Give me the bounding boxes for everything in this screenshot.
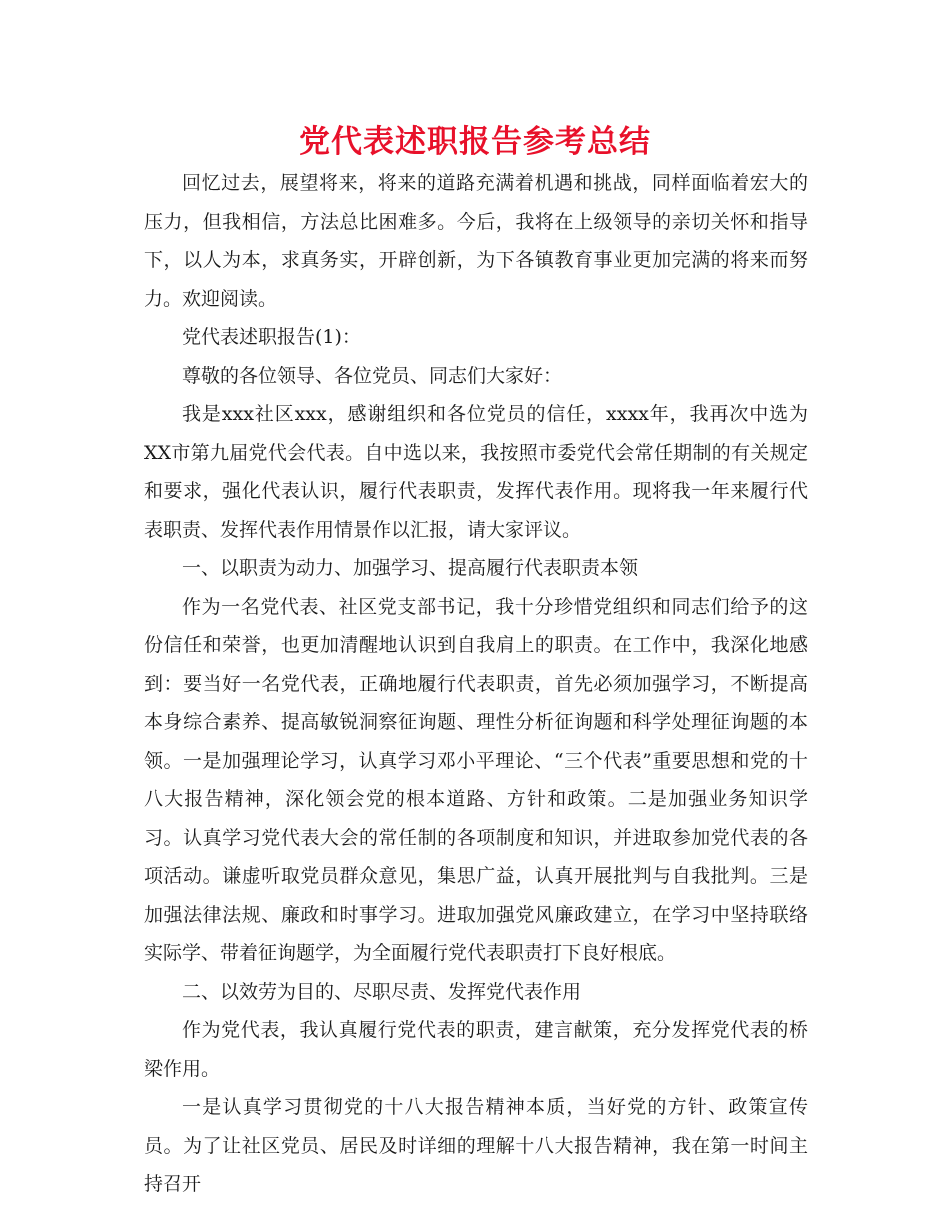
paragraph-salutation: 尊敬的各位领导、各位党员、同志们大家好： [182, 364, 563, 387]
document-title: 党代表述职报告参考总结 [299, 124, 651, 160]
document-body [144, 164, 808, 1204]
paragraph-report-heading: 党代表述职报告(1)： [182, 326, 361, 348]
paragraph-section-2-intro: 作为党代表，我认真履行党代表的职责，建言献策，充分发挥党代表的桥梁作用。 [144, 1019, 808, 1080]
section-heading-2: 二、以效劳为目的、尽职尽责、发挥党代表作用 [182, 980, 582, 1003]
paragraph-intro: 回忆过去，展望将来，将来的道路充满着机遇和挑战，同样面临着宏大的压力，但我相信，方法总比困难多。今后，我将在上级领导的亲切关怀和指导下，以人为本，求真务实，开辟创新，为下各镇教育事业更加完满的将来而努力。欢迎阅读。 [144, 172, 808, 310]
paragraph-section-2-item-1: 一是认真学习贯彻党的十八大报告精神本质，当好党的方针、政策宣传员。为了让社区党员、居民及时详细的理解十八大报告精神，我在第一时间主持召开 [144, 1096, 808, 1195]
paragraph-section-1: 作为一名党代表、社区党支部书记，我十分珍惜党组织和同志们给予的这份信任和荣誉，也更加清醒地认识到自我肩上的职责。在工作中，我深化地感到：要当好一名党代表，正确地履行代表职责，首先必须加强学习，不断提高本身综合素养、提高敏锐洞察征询题、理性分析征询题和科学处理征询题的本领。一是加强理论学习，认真学习邓小平理论、“三个代表”重要思想和党的十八大报告精神，深化领会党的根本道路、方针和政策。二是加强业务知识学习。认真学习党代表大会的常任制的各项制度和知识，并进取参加党代表的各项活动。谦虚听取党员群众意见，集思广益，认真开展批判与自我批判。三是加强法律法规、廉政和时事学习。进取加强党风廉政建立，在学习中坚持联络实际学、带着征询题学，为全面履行党代表职责打下良好根底。 [144, 595, 808, 964]
paragraph-self-introduction: 我是xxx社区xxx，感谢组织和各位党员的信任，xxxx年，我再次中选为XX市第九届党代会代表。自中选以来，我按照市委党代会常任期制的有关规定和要求，强化代表认识，履行代表职责，发挥代表作用。现将我一年来履行代表职责、发挥代表作用情景作以汇报，请大家评议。 [144, 403, 808, 541]
section-heading-1: 一、以职责为动力、加强学习、提高履行代表职责本领 [182, 557, 639, 579]
